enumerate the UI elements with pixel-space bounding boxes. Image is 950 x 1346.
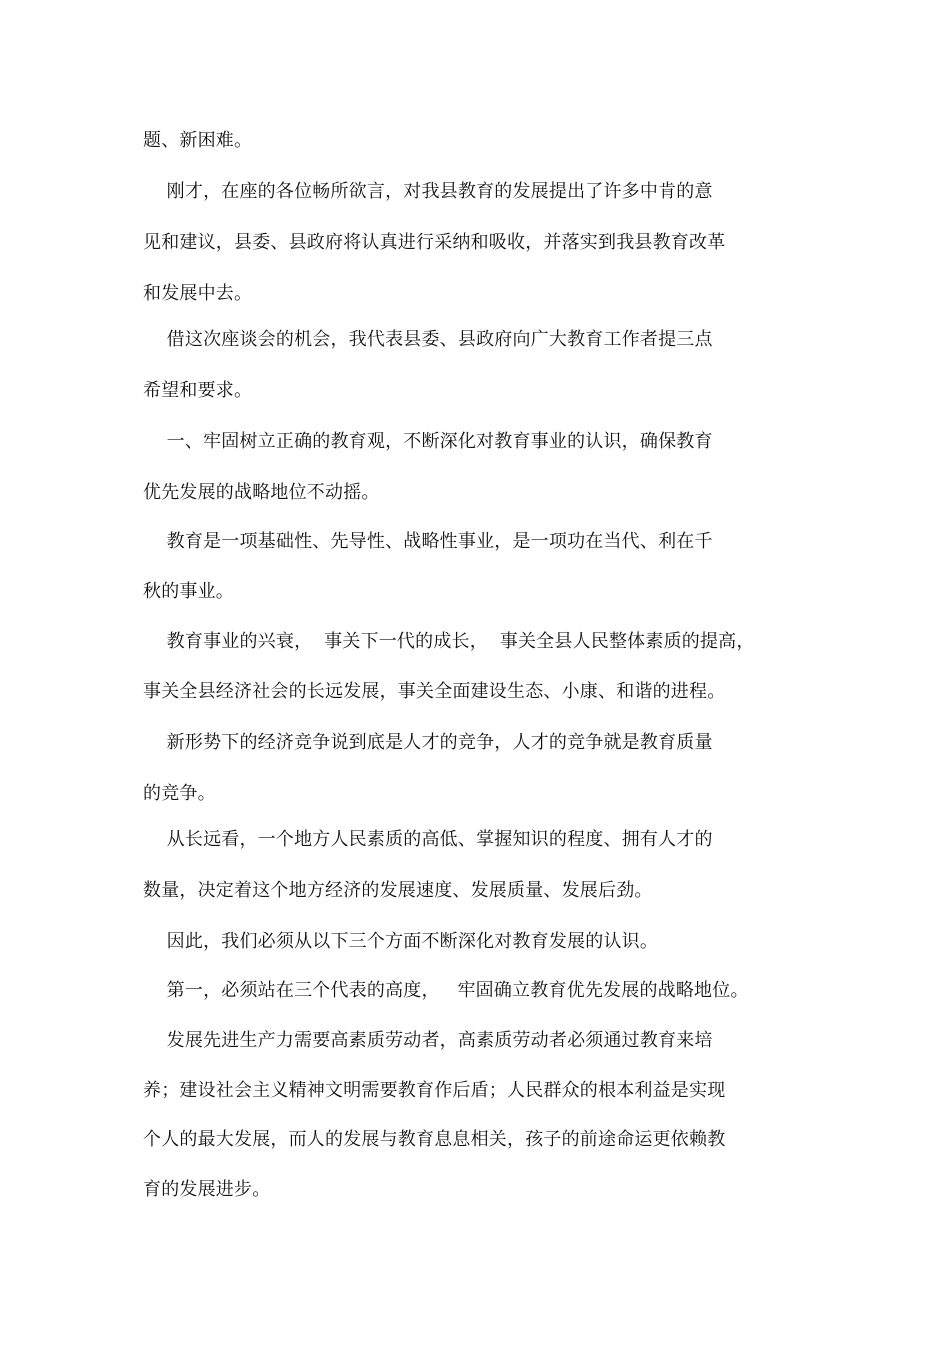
text-line: 教育事业的兴衰， 事关下一代的成长， 事关全县人民整体素质的提高，: [143, 631, 755, 652]
text-line: 育的发展进步。: [143, 1179, 271, 1200]
text-line: 事关全县经济社会的长远发展，事关全面建设生态、小康、和谐的进程。: [143, 681, 726, 702]
text-line: 个人的最大发展，而人的发展与教育息息相关，孩子的前途命运更依赖教: [143, 1129, 726, 1150]
text-line: 借这次座谈会的机会，我代表县委、县政府向广大教育工作者提三点: [143, 329, 713, 350]
text-line: 优先发展的战略地位不动摇。: [143, 482, 380, 503]
text-line: 数量，决定着这个地方经济的发展速度、发展质量、发展后劲。: [143, 880, 653, 901]
text-line: 因此，我们必须从以下三个方面不断深化对教育发展的认识。: [143, 931, 659, 952]
text-line: 刚才，在座的各位畅所欲言，对我县教育的发展提出了许多中肯的意: [143, 181, 713, 202]
text-line: 和发展中去。: [143, 283, 253, 304]
text-line: 的竞争。: [143, 783, 216, 804]
text-line: 秋的事业。: [143, 581, 234, 602]
text-line: 第一，必须站在三个代表的高度， 牢固确立教育优先发展的战略地位。: [143, 980, 749, 1001]
text-line: 一、牢固树立正确的教育观，不断深化对教育事业的认识，确保教育: [143, 431, 713, 452]
text-line: 见和建议，县委、县政府将认真进行采纳和吸收，并落实到我县教育改革: [143, 232, 726, 253]
text-line: 从长远看，一个地方人民素质的高低、掌握知识的程度、拥有人才的: [143, 829, 713, 850]
text-line: 养；建设社会主义精神文明需要教育作后盾；人民群众的根本利益是实现: [143, 1080, 726, 1101]
text-line: 新形势下的经济竞争说到底是人才的竞争，人才的竞争就是教育质量: [143, 732, 713, 753]
text-line: 题、新困难。: [143, 130, 253, 151]
text-line: 教育是一项基础性、先导性、战略性事业，是一项功在当代、利在千: [143, 531, 713, 552]
text-line: 发展先进生产力需要高素质劳动者，高素质劳动者必须通过教育来培: [143, 1030, 713, 1051]
text-line: 希望和要求。: [143, 380, 253, 401]
